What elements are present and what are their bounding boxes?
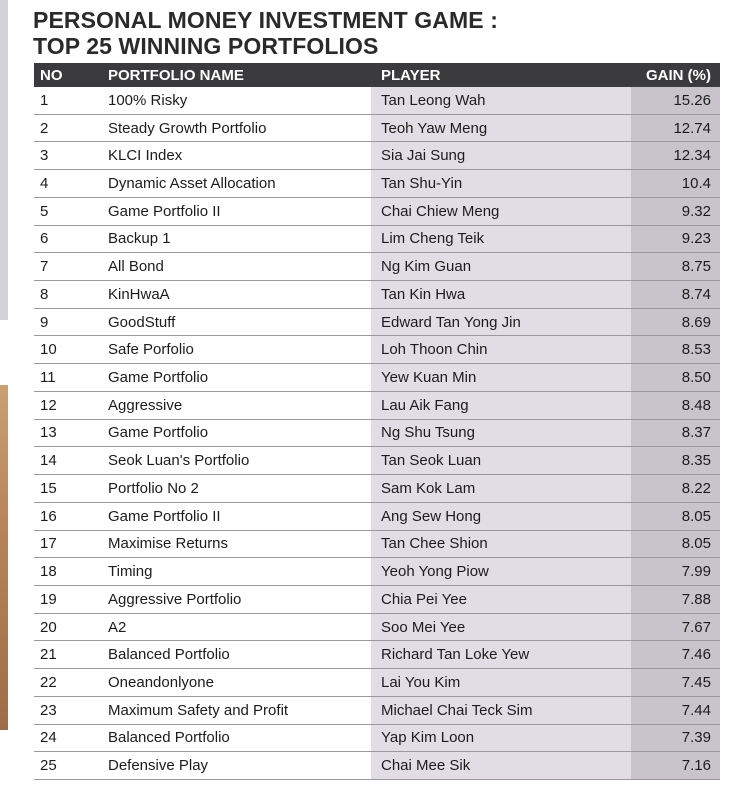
- row-player: Lim Cheng Teik: [371, 226, 631, 253]
- row-no: 6: [40, 230, 49, 248]
- row-portfolio-name: All Bond: [108, 258, 164, 276]
- row-no: 9: [40, 313, 49, 331]
- row-player: Edward Tan Yong Jin: [371, 309, 631, 336]
- table-row: [34, 725, 720, 753]
- row-gain: 8.50: [631, 364, 720, 391]
- table-row: [34, 586, 720, 614]
- row-gain: 7.67: [631, 614, 720, 641]
- table-row: [34, 336, 720, 364]
- row-gain: 10.4: [631, 170, 720, 197]
- row-player: Loh Thoon Chin: [371, 336, 631, 363]
- row-portfolio-name: Aggressive: [108, 396, 183, 414]
- header-player: PLAYER: [381, 66, 441, 84]
- table-row: [34, 558, 720, 586]
- row-portfolio-name: KinHwaA: [108, 285, 170, 303]
- row-player: Yeoh Yong Piow: [371, 558, 631, 585]
- row-no: 8: [40, 285, 49, 303]
- table-row: [34, 142, 720, 170]
- row-no: 11: [40, 369, 56, 387]
- table-row: [34, 87, 720, 115]
- table-row: [34, 115, 720, 143]
- row-no: 21: [40, 646, 57, 664]
- row-portfolio-name: Steady Growth Portfolio: [108, 119, 267, 137]
- row-player: Tan Seok Luan: [371, 447, 631, 474]
- row-portfolio-name: A2: [108, 618, 127, 636]
- row-portfolio-name: Game Portfolio: [108, 424, 209, 442]
- row-gain: 12.34: [631, 142, 720, 169]
- row-no: 24: [40, 729, 57, 747]
- row-gain: 8.69: [631, 309, 720, 336]
- row-no: 2: [40, 119, 49, 137]
- row-no: 25: [40, 757, 57, 775]
- adjacent-page-edge: [0, 0, 8, 320]
- row-no: 20: [40, 618, 57, 636]
- row-no: 15: [40, 479, 57, 497]
- table-row: [34, 752, 720, 780]
- table-row: [34, 641, 720, 669]
- row-portfolio-name: Safe Porfolio: [108, 341, 194, 359]
- row-player: Ng Shu Tsung: [371, 420, 631, 447]
- row-no: 16: [40, 507, 57, 525]
- table-row: [34, 475, 720, 503]
- row-no: 10: [40, 341, 57, 359]
- row-gain: 8.35: [631, 447, 720, 474]
- row-portfolio-name: Backup 1: [108, 230, 171, 248]
- table-row: [34, 226, 720, 254]
- row-gain: 8.05: [631, 503, 720, 530]
- table-row: [34, 503, 720, 531]
- table-row: [34, 281, 720, 309]
- row-player: Sia Jai Sung: [371, 142, 631, 169]
- row-gain: 8.48: [631, 392, 720, 419]
- table-row: [34, 614, 720, 642]
- row-portfolio-name: Dynamic Asset Allocation: [108, 175, 276, 193]
- row-portfolio-name: Balanced Portfolio: [108, 729, 230, 747]
- row-gain: 9.32: [631, 198, 720, 225]
- adjacent-photo-edge: [0, 385, 8, 730]
- row-no: 19: [40, 590, 57, 608]
- header-gain: GAIN (%): [646, 66, 711, 84]
- row-player: Tan Chee Shion: [371, 531, 631, 558]
- row-gain: 8.53: [631, 336, 720, 363]
- table-row: [34, 697, 720, 725]
- row-no: 13: [40, 424, 57, 442]
- table-row: [34, 531, 720, 559]
- row-no: 3: [40, 147, 49, 165]
- row-gain: 7.88: [631, 586, 720, 613]
- row-portfolio-name: Seok Luan's Portfolio: [108, 452, 250, 470]
- row-gain: 8.74: [631, 281, 720, 308]
- row-player: Chai Mee Sik: [371, 752, 631, 779]
- row-player: Ang Sew Hong: [371, 503, 631, 530]
- row-player: Yap Kim Loon: [371, 725, 631, 752]
- row-gain: 7.99: [631, 558, 720, 585]
- row-no: 17: [40, 535, 57, 553]
- row-player: Tan Leong Wah: [371, 87, 631, 114]
- table-header: [34, 63, 720, 87]
- row-portfolio-name: GoodStuff: [108, 313, 176, 331]
- row-gain: 7.39: [631, 725, 720, 752]
- row-portfolio-name: Maximise Returns: [108, 535, 229, 553]
- row-gain: 8.05: [631, 531, 720, 558]
- row-player: Teoh Yaw Meng: [371, 115, 631, 142]
- row-player: Soo Mei Yee: [371, 614, 631, 641]
- row-no: 14: [40, 452, 57, 470]
- row-portfolio-name: Aggressive Portfolio: [108, 590, 242, 608]
- page-title: [33, 7, 498, 59]
- row-no: 5: [40, 202, 49, 220]
- table-row: [34, 253, 720, 281]
- row-gain: 15.26: [631, 87, 720, 114]
- row-gain: 9.23: [631, 226, 720, 253]
- row-gain: 8.37: [631, 420, 720, 447]
- header-no: NO: [40, 66, 63, 84]
- row-portfolio-name: Game Portfolio: [108, 369, 209, 387]
- portfolio-table: [34, 63, 720, 780]
- row-portfolio-name: Game Portfolio II: [108, 202, 221, 220]
- title-line-2: TOP 25 WINNING PORTFOLIOS: [33, 33, 379, 59]
- row-player: Michael Chai Teck Sim: [371, 697, 631, 724]
- table-row: [34, 198, 720, 226]
- row-portfolio-name: Portfolio No 2: [108, 479, 199, 497]
- row-player: Tan Shu-Yin: [371, 170, 631, 197]
- header-portfolio-name: PORTFOLIO NAME: [108, 66, 244, 84]
- row-player: Tan Kin Hwa: [371, 281, 631, 308]
- row-portfolio-name: Balanced Portfolio: [108, 646, 230, 664]
- row-no: 7: [40, 258, 49, 276]
- row-no: 18: [40, 563, 57, 581]
- row-player: Richard Tan Loke Yew: [371, 641, 631, 668]
- title-line-1: PERSONAL MONEY INVESTMENT GAME :: [33, 7, 498, 33]
- row-portfolio-name: Game Portfolio II: [108, 507, 221, 525]
- table-row: [34, 364, 720, 392]
- row-player: Yew Kuan Min: [371, 364, 631, 391]
- row-gain: 8.75: [631, 253, 720, 280]
- row-gain: 7.45: [631, 669, 720, 696]
- row-portfolio-name: KLCI Index: [108, 147, 183, 165]
- row-portfolio-name: Maximum Safety and Profit: [108, 701, 289, 719]
- row-no: 23: [40, 701, 57, 719]
- row-gain: 7.44: [631, 697, 720, 724]
- table-row: [34, 420, 720, 448]
- row-portfolio-name: Defensive Play: [108, 757, 209, 775]
- row-gain: 7.16: [631, 752, 720, 779]
- row-player: Lai You Kim: [371, 669, 631, 696]
- row-portfolio-name: Timing: [108, 563, 153, 581]
- table-row: [34, 447, 720, 475]
- table-row: [34, 392, 720, 420]
- row-no: 1: [40, 91, 49, 109]
- table-row: [34, 170, 720, 198]
- row-portfolio-name: 100% Risky: [108, 91, 188, 109]
- row-player: Ng Kim Guan: [371, 253, 631, 280]
- row-player: Sam Kok Lam: [371, 475, 631, 502]
- table-row: [34, 309, 720, 337]
- row-gain: 12.74: [631, 115, 720, 142]
- row-gain: 7.46: [631, 641, 720, 668]
- row-no: 22: [40, 673, 57, 691]
- row-portfolio-name: Oneandonlyone: [108, 673, 214, 691]
- row-no: 4: [40, 175, 49, 193]
- row-player: Chia Pei Yee: [371, 586, 631, 613]
- row-player: Lau Aik Fang: [371, 392, 631, 419]
- row-player: Chai Chiew Meng: [371, 198, 631, 225]
- table-body: [34, 87, 720, 780]
- row-gain: 8.22: [631, 475, 720, 502]
- row-no: 12: [40, 396, 57, 414]
- table-row: [34, 669, 720, 697]
